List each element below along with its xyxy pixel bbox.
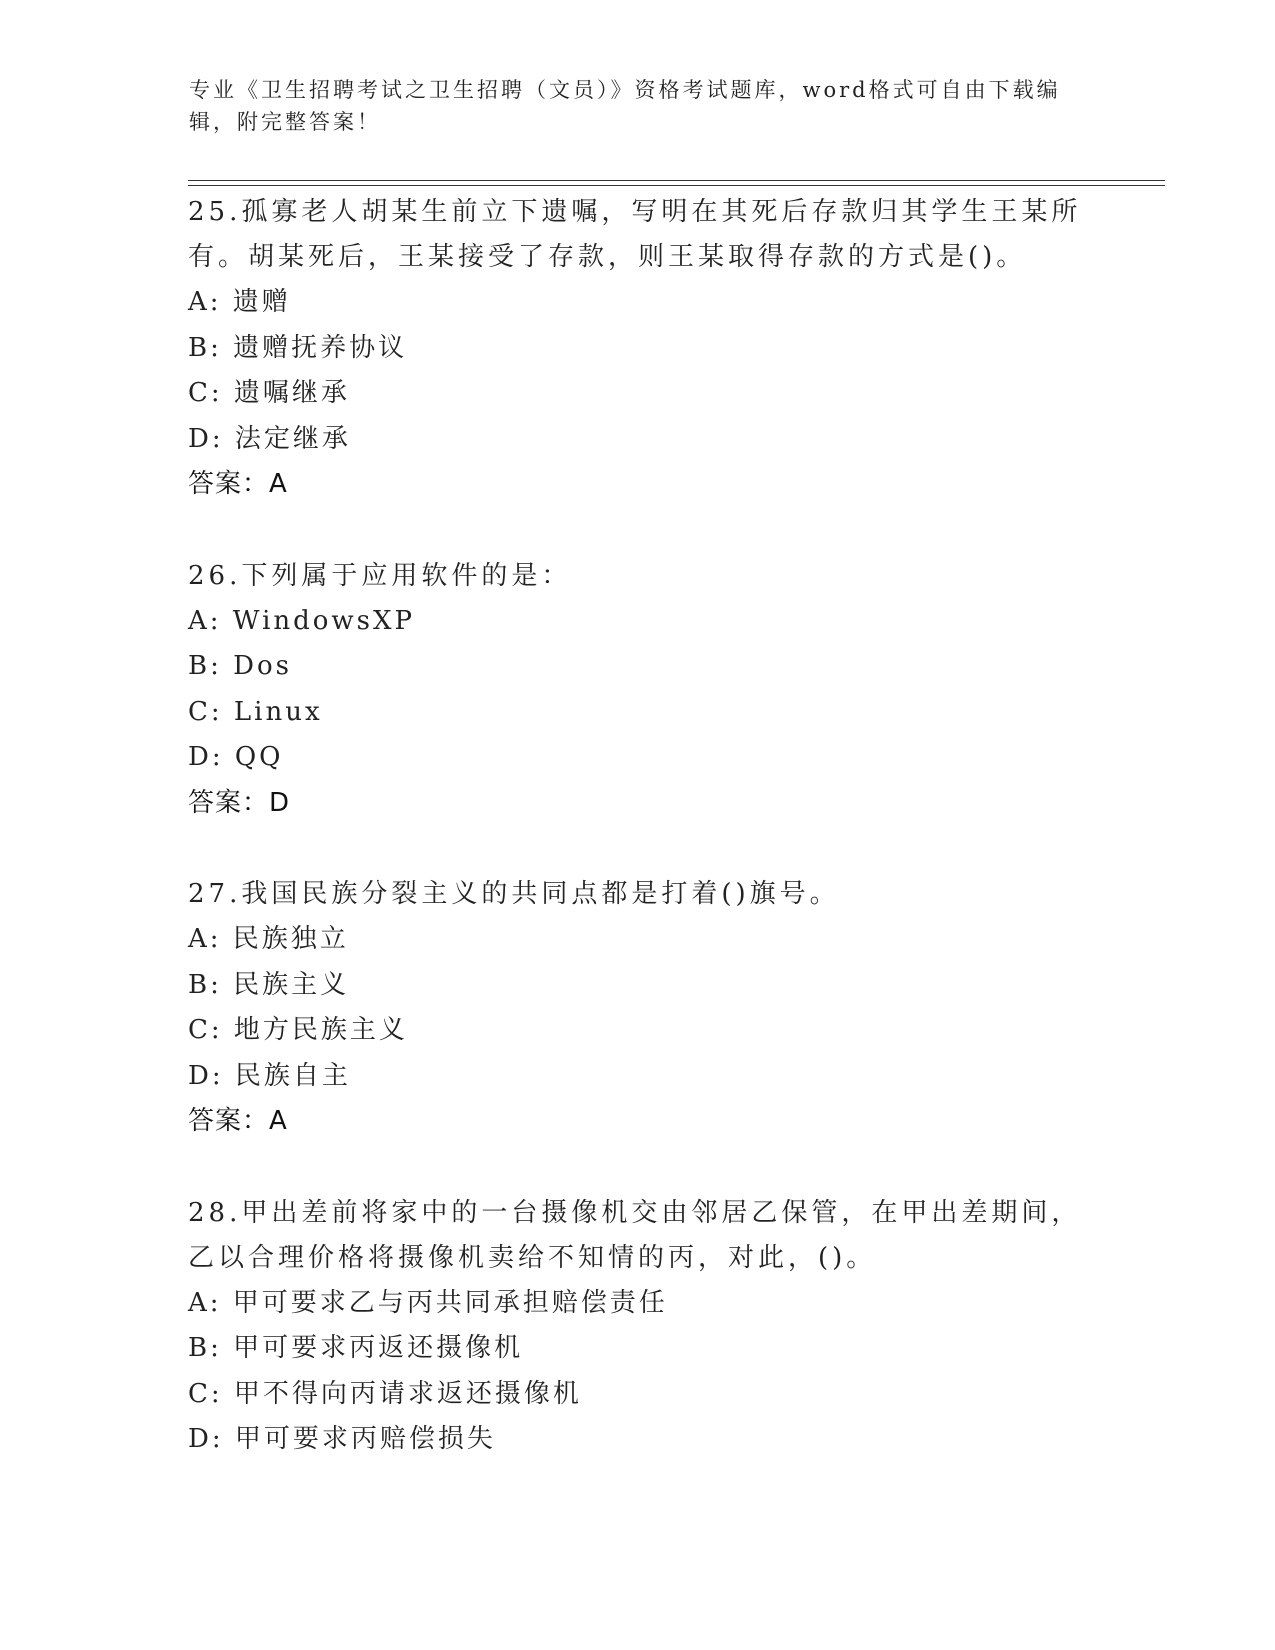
question-list	[188, 190, 1088, 1509]
question-26	[188, 554, 1088, 827]
option-b: B: Dos	[188, 651, 292, 681]
header-divider-bottom	[188, 185, 1165, 186]
question-stem: 26.下列属于应用软件的是：	[188, 560, 572, 591]
option-b: B: 民族主义	[188, 969, 350, 1000]
option-c: C: 遗嘱继承	[188, 378, 350, 408]
question-28	[188, 1191, 1088, 1463]
question-stem: 25.孤寡老人胡某生前立下遗嘱，写明在其死后存款归其学生王某所有。胡某死后，王某接受了存款，则王某取得存款的方式是()。	[188, 197, 1082, 272]
option-c: C: 甲不得向丙请求返还摄像机	[188, 1378, 582, 1409]
answer-line: 答案：A	[188, 1106, 288, 1136]
option-d: D: 民族自主	[188, 1060, 351, 1091]
question-stem: 28.甲出差前将家中的一台摄像机交由邻居乙保管，在甲出差期间，乙以合理价格将摄像机卖给不知情的丙，对此，()。	[188, 1197, 1082, 1273]
question-27	[188, 872, 1088, 1145]
option-c: C: Linux	[188, 696, 323, 727]
option-b: B: 遗赠抚养协议	[188, 332, 408, 363]
question-stem: 27.我国民族分裂主义的共同点都是打着()旗号。	[188, 879, 840, 909]
answer-line: 答案：D	[188, 787, 291, 818]
document-header: 专业《卫生招聘考试之卫生招聘（文员）》资格考试题库，word格式可自由下载编辑，附完整答案！	[189, 78, 1061, 134]
option-a: A: 甲可要求乙与丙共同承担赔偿责任	[188, 1287, 668, 1318]
option-c: C: 地方民族主义	[188, 1015, 408, 1045]
answer-line: 答案：A	[188, 469, 288, 499]
question-25	[188, 190, 1088, 508]
option-d: D: 甲可要求丙赔偿损失	[188, 1424, 496, 1454]
header-divider-top	[188, 180, 1165, 181]
option-a: A: 遗赠	[188, 287, 291, 317]
option-b: B: 甲可要求丙返还摄像机	[188, 1333, 524, 1363]
option-d: D: 法定继承	[188, 423, 351, 454]
option-a: A: 民族独立	[188, 924, 349, 954]
option-a: A: WindowsXP	[188, 605, 416, 636]
option-d: D: QQ	[188, 742, 284, 772]
